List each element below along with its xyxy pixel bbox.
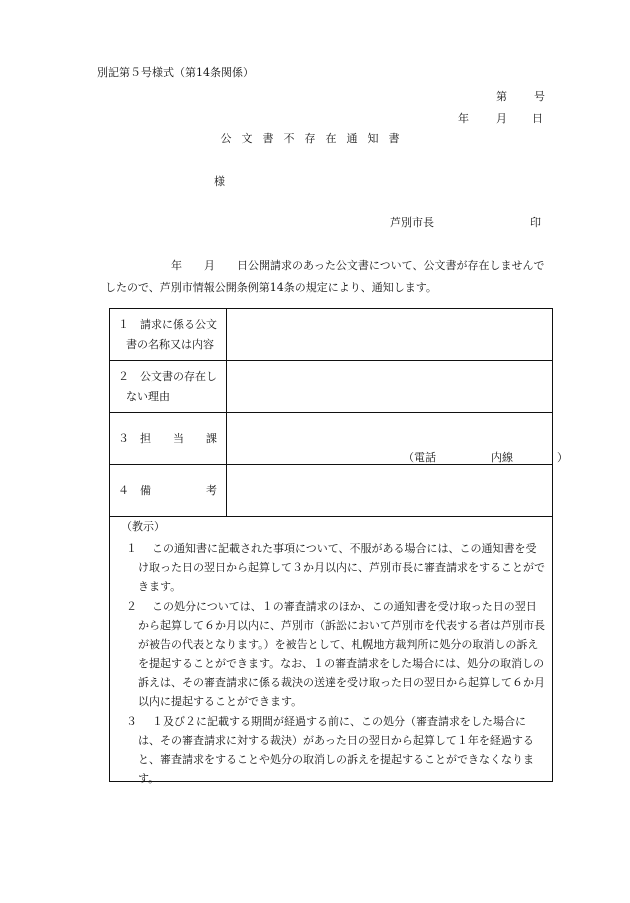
note-item — [126, 597, 546, 711]
row-label-remarks — [110, 465, 227, 517]
notes-title: （教示） — [121, 520, 165, 533]
note-text: １及び２に記載する期間が経過する前に、この処分（審査請求をした場合には、その審査請求に対する裁決）があった日の翌日から起算して１年を経過すると、審査請求をすることや処分の取消しの訴えを提起することができなくなります。 — [138, 715, 534, 785]
seal-mark: 印 — [530, 216, 541, 229]
table-row-reason — [110, 361, 553, 413]
note-text: この処分については、１の審査請求のほか、この通知書を受け取った日の翌日から起算して６か月以内に、芦別市（訴訟において芦別市を代表する者は芦別市長が被告の代表となります。）を被告として、札幌地方裁判所に処分の取消しの訴えを提起することができます。なお、１の審査請求をした場合には、処分の取消しの訴えは、その審査請求に係る裁決の送達を受け取った日の翌日から起算して６か月以内に提起することができます。 — [138, 600, 545, 708]
table-row-document — [110, 309, 553, 361]
note-number: ２ — [126, 600, 137, 613]
table-row-remarks — [110, 465, 553, 517]
row-value-remarks — [227, 465, 553, 517]
row-label-reason — [110, 361, 227, 413]
notice-body — [105, 255, 575, 299]
date-month: 月 — [496, 112, 507, 125]
row-label-department — [110, 413, 227, 465]
row4-label: ４ 備 考 — [118, 483, 217, 497]
document-title: 公文書不存在通知書 — [220, 132, 410, 145]
body-year: 年 — [171, 259, 182, 272]
row1-label-line2: 書の名称又は内容 — [126, 337, 214, 351]
body-line-1-rest: 日公開請求のあった公文書について、公文書が存在しませんで — [237, 259, 545, 272]
notice-table — [109, 308, 568, 517]
note-text: この通知書に記載された事項について、不服がある場合には、この通知書を受け取った日の翌日から起算して３か月以内に、芦別市長に審査請求をすることができます。 — [138, 542, 545, 593]
form-label: 別記第５号様式（第14条関係） — [97, 66, 254, 79]
note-number: ３ — [126, 715, 137, 728]
row-value-reason — [227, 361, 553, 413]
number-dai: 第 — [496, 90, 507, 103]
note-item — [126, 539, 546, 596]
addressee-suffix: 様 — [214, 175, 225, 188]
row2-label-line2: ない理由 — [126, 389, 170, 403]
instruction-notes — [109, 517, 553, 785]
body-line-2: したので、芦別市情報公開条例第14条の規定により、通知します。 — [105, 281, 437, 294]
row2-label-line1: ２ 公文書の存在し — [118, 369, 217, 383]
phone-extension: （電話 内線 ） — [403, 451, 568, 464]
row-value-department — [227, 413, 568, 465]
row1-label-line1: １ 請求に係る公文 — [118, 317, 217, 331]
row-label-document — [110, 309, 227, 361]
number-gou: 号 — [534, 90, 545, 103]
body-line-1 — [105, 255, 575, 277]
row-value-document — [227, 309, 553, 361]
date-year: 年 — [458, 112, 469, 125]
date-day: 日 — [532, 112, 543, 125]
note-item — [126, 712, 546, 788]
sender-name: 芦別市長 — [390, 216, 434, 229]
row3-label: ３ 担 当 課 — [118, 431, 217, 445]
body-month: 月 — [204, 259, 215, 272]
table-row-department — [110, 413, 553, 465]
note-number: １ — [126, 542, 137, 555]
